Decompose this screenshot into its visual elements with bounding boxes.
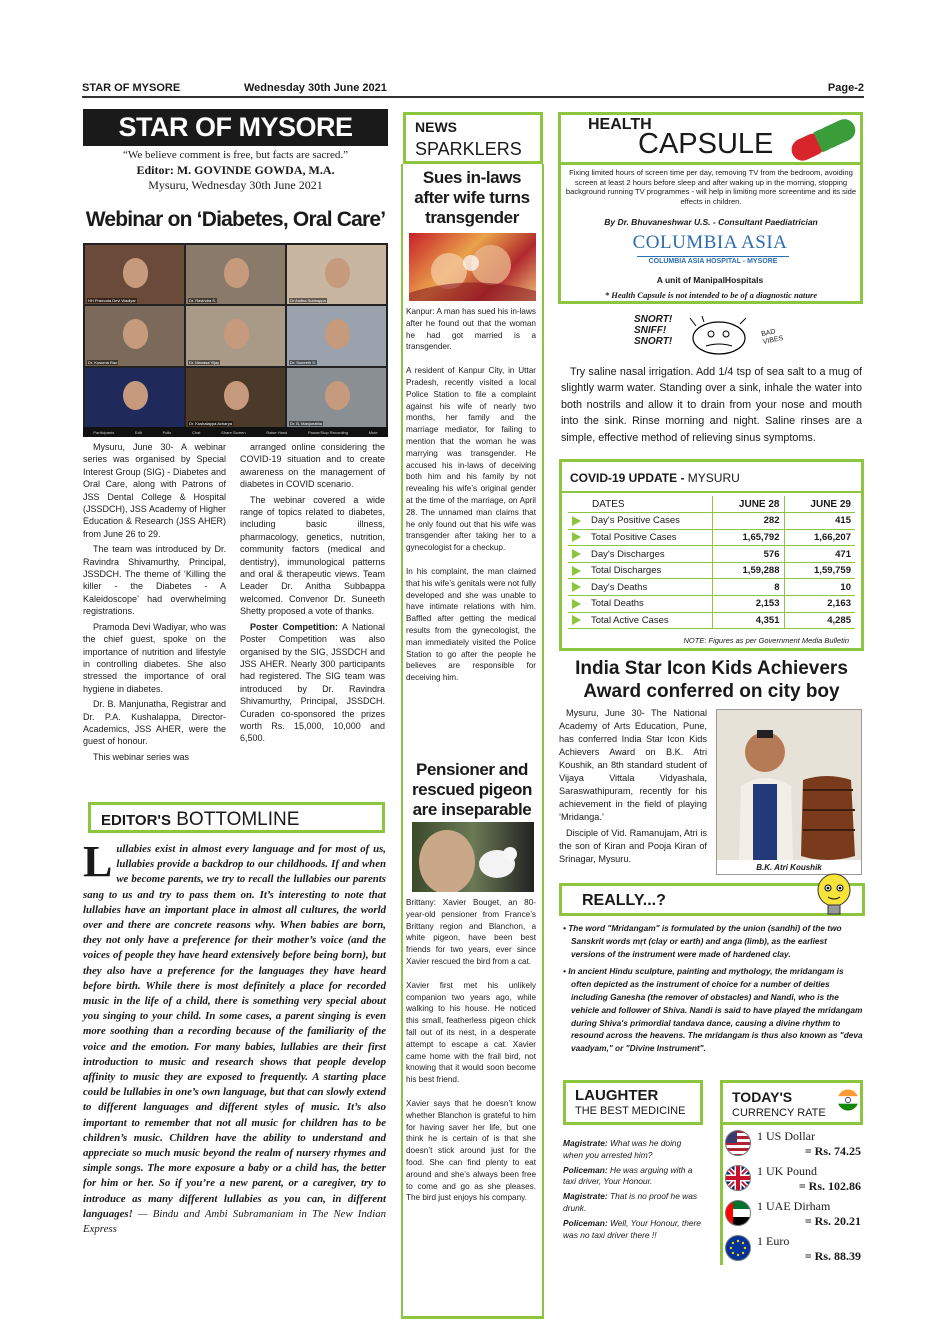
- currency-list: [725, 1128, 865, 1268]
- participant-face: [325, 258, 351, 288]
- covid-row: [568, 546, 855, 563]
- really-label: REALLY...?: [582, 892, 666, 909]
- editorial-body: [83, 837, 386, 1237]
- covid-row: [568, 612, 855, 629]
- really-item-text: In ancient Hindu sculpture, painting and mythology, the mridangam is often depicted as the instrument of choice for a number of deities including Ganesha (the remover of obstacles) and Nandi, who is the vehicle and follower of Shiva. Nandi is said to have played the mridangam during Shiva's primordial tandava dance, causing a divine rhythm to resound across the heavens. The mridangam is thus also known as "deva vaadyam," or "Divine Instrument".: [568, 966, 863, 1054]
- video-tile: [186, 306, 285, 365]
- covid-title-city: MYSURU: [687, 471, 740, 485]
- participant-face: [123, 381, 149, 411]
- covid-value-jun29: 471: [784, 546, 855, 563]
- laughter-line: [563, 1218, 703, 1242]
- triangle-bullet-icon: [572, 549, 581, 559]
- covid-row: [568, 596, 855, 613]
- covid-value-jun29: 10: [784, 579, 855, 596]
- editorial-label: BOTTOMLINE: [170, 809, 300, 830]
- toolbar-button[interactable]: Share Screen: [221, 429, 246, 435]
- masthead-dateline: Mysuru, Wednesday 30th June 2021: [148, 178, 323, 192]
- story1-para: Kanpur: A man has sued his in-laws after he found out that the woman he had got married is a transgender.: [406, 307, 536, 352]
- sparklers-story2-headline: Pensioner and rescued pigeon are inseparable: [411, 760, 533, 819]
- laughter-label-bottom: THE BEST MEDICINE: [575, 1105, 686, 1117]
- sparklers-story1-headline: Sues in-laws after wife turns transgender: [414, 168, 530, 227]
- lightbulb-icon: [808, 868, 860, 918]
- video-tile: [85, 368, 184, 427]
- toolbar-button[interactable]: Polls: [162, 429, 172, 435]
- really-item-text: The word "Mridangam" is formulated by the union (sandhi) of the two Sanskrit words mṛt (clay or earth) and anga (limb), as the earliest versions of the instrument were made of hardened clay.: [568, 923, 842, 959]
- covid-row: [568, 579, 855, 596]
- currency-value: = Rs. 20.21: [804, 1214, 861, 1228]
- covid-value-jun28: 1,65,792: [712, 529, 784, 546]
- poster-head: Poster Competition:: [250, 621, 338, 632]
- participant-name: Dr. Kushalappa Acharya: [189, 420, 232, 426]
- webinar-photo: [83, 243, 388, 437]
- participant-face: [224, 258, 250, 288]
- participant-name: Dr. B. Manjunatha: [290, 420, 323, 426]
- covid-value-jun28: 576: [712, 546, 784, 563]
- currency-unit: 1 US Dollar: [757, 1129, 815, 1143]
- webinar-para: Mysuru, June 30- A webinar series was organised by Special Interest Group (SIG) - Diabetes and Oral Care, along with Patrons of JSS Dental College & Hospital (JSSDCH), JSS Academy of Higher Education & Research (JSS AHER) from June 26 to 29.: [83, 442, 226, 539]
- participant-face: [224, 319, 250, 349]
- participant-name: Dr. Kusuma Rao: [88, 359, 118, 365]
- covid-title: [570, 471, 740, 485]
- header-date: Wednesday 30th June 2021: [244, 82, 387, 94]
- editorial-dropcap: L: [83, 837, 113, 886]
- participant-name: Dr. Suneeth S.: [290, 359, 317, 365]
- wedding-photo-art: [409, 233, 536, 301]
- health-label-top: HEALTH: [588, 116, 652, 133]
- toolbar-button[interactable]: Pause/Stop Recording: [307, 429, 349, 435]
- header-paper-name: STAR OF MYSORE: [82, 82, 181, 94]
- participant-face: [224, 381, 250, 411]
- covid-row-label: Day's Positive Cases: [568, 513, 712, 530]
- speaker: Magistrate:: [563, 1191, 608, 1202]
- currency-value: = Rs. 102.86: [798, 1179, 861, 1193]
- currency-unit: 1 UAE Dirham: [757, 1199, 831, 1213]
- line-text: He was arguing with a taxi driver, Your Honour.: [563, 1164, 693, 1187]
- cartoon-word: SNORT!: [634, 336, 673, 347]
- cartoon-words: [634, 314, 672, 347]
- currency-value: = Rs. 74.25: [804, 1144, 861, 1158]
- columbia-asia-logo: COLUMBIA ASIA: [632, 232, 788, 253]
- triangle-bullet-icon: [572, 532, 581, 542]
- masthead-info: [83, 148, 388, 193]
- covid-value-jun29: 1,66,207: [784, 529, 855, 546]
- toolbar-button[interactable]: Mute: [368, 429, 378, 435]
- covid-row-label: Total Deaths: [568, 596, 712, 613]
- currency-label-bottom: CURRENCY RATE: [732, 1107, 826, 1119]
- video-tile: [186, 245, 285, 304]
- health-unit: A unit of ManipalHospitals: [656, 275, 764, 285]
- webinar-col2: [240, 441, 385, 748]
- poster-text: A National Poster Competition was also organised by the SIG, JSSDCH and JSS AHER. Nearly 300 participants had registered. The SIG team was introduced by Dr. Ravindra Shivamurthy, Principal, JSSDCH. Curaden co-sponsored the prizes worth Rs. 15,000, 10,000 and 6,500.: [240, 621, 385, 744]
- webinar-col1: [83, 441, 226, 766]
- webinar-para: Pramoda Devi Wadiyar, who was the chief guest, spoke on the importance of nutrition and lifestyle in controlling diabetes. She also stressed the importance of oral hygiene in diabetes.: [83, 621, 226, 694]
- cartoon-tag: BAD VIBES: [760, 328, 784, 346]
- masthead-title: STAR OF MYSORE: [83, 109, 388, 146]
- covid-value-jun29: 415: [784, 513, 855, 530]
- sparklers-rule-bottom: [401, 1316, 544, 1319]
- covid-title-rule: [562, 491, 861, 493]
- laughter-label-box: [563, 1080, 703, 1125]
- currency-rate-row: [725, 1128, 865, 1163]
- page-header: [82, 82, 864, 98]
- video-tile: [186, 368, 285, 427]
- health-label-bottom: CAPSULE: [638, 128, 774, 160]
- uk-flag-icon: [725, 1165, 751, 1196]
- covid-note: NOTE: Figures as per Government Media Bulletin: [683, 636, 849, 645]
- health-rule-bottom: [558, 301, 863, 304]
- columbia-asia-sub: COLUMBIA ASIA HOSPITAL - MYSORE: [637, 256, 789, 265]
- toolbar-button[interactable]: Raise Hand: [266, 429, 288, 435]
- video-toolbar: [83, 427, 388, 437]
- covid-row: [568, 529, 855, 546]
- award-para: Mysuru, June 30- The National Academy of Arts Education, Pune, has conferred India Star Icon Kids Achievers Award on B.K. Atri Koushik, an 8th standard student of Vijaya Vittala Vidyashala, Saraswathipuram, recently for his achievement in the field of playing ‘Mridanga.’: [559, 708, 707, 822]
- health-disclaimer: * Health Capsule is not intended to be of a diagnostic nature: [604, 290, 818, 300]
- cartoon-word: SNORT!: [634, 314, 673, 325]
- award-photo: [717, 710, 861, 860]
- participant-name: Dr Anitha Subbappa: [290, 298, 326, 304]
- currency-label-box: [720, 1080, 863, 1125]
- covid-row-label: Total Active Cases: [568, 612, 712, 629]
- really-list: [561, 922, 863, 1055]
- pigeon-photo-art: [412, 822, 534, 892]
- participant-face: [123, 258, 149, 288]
- award-body: [559, 707, 707, 869]
- participant-name: Dr. Manasa Vijay: [189, 359, 220, 365]
- story2-para: Xavier first met his unlikely companion two years ago, while walking to his house. He noticed this small, featherless pigeon chick fall out of its nest, in a desperate attempt to escape a cat. Xavier came home with the frail bird, not knowing that it would soon become his best friend.: [406, 980, 536, 1085]
- sparklers-story1-body: [406, 306, 536, 687]
- eu-flag-icon: [725, 1235, 751, 1266]
- story1-para: A resident of Kanpur City, in Uttar Pradesh, recently visited a local Police Station to file a complaint against his wife of nearly two months, her family and the marriage mediator, for failing to mention that the woman he was marrying was transgender. He accused his in-laws of deceiving both him and his family by not revealing his wife’s original gender at the time of the marriage, on April 28. The unnamed man claims that he only found out that his wife was transgender after taking her to a gynecologist for a checkup.: [406, 366, 536, 553]
- health-rule-right: [860, 165, 863, 304]
- currency-rate-row: [725, 1198, 865, 1233]
- triangle-bullet-icon: [572, 582, 581, 592]
- capsule-pill-icon: [783, 117, 863, 162]
- participant-face: [325, 381, 351, 411]
- laughter-line: [563, 1191, 703, 1215]
- covid-value-jun28: 4,351: [712, 612, 784, 629]
- health-intro: Fixing limited hours of screen time per day, removing TV from the bedroom, avoiding screen at least 2 hours before sleep and after waking up in the morning, stopping background running TV programmes - will help in limiting more screentime and its side effects in children.: [565, 168, 857, 206]
- story1-para: In his complaint, the man claimed that his wife’s genitals were not fully developed and she was unable to have intimate relations with him. Baffled after getting the medical results from the gynecologist, the man immediately visited the Police Station to go after the people he believes are responsible for deceiving him.: [406, 566, 537, 683]
- toolbar-button[interactable]: Edit: [134, 429, 142, 435]
- masthead-motto: “We believe comment is free, but facts are sacred.”: [122, 149, 349, 161]
- health-rule-left: [558, 165, 561, 304]
- participant-name: HH Pramoda Devi Wadiyar: [88, 298, 136, 304]
- webinar-para: This webinar series was: [93, 751, 190, 762]
- currency-unit: 1 UK Pound: [757, 1164, 818, 1178]
- covid-row-label: Day's Discharges: [568, 546, 712, 563]
- webinar-para: Dr. B. Manjunatha, Registrar and Dr. P.A. Kushalappa, Director-Academics, JSS AHER, were the guest of honour.: [83, 699, 226, 747]
- participant-face: [325, 319, 351, 349]
- laughter-line: [563, 1138, 703, 1162]
- cartoon-word: SNIFF!: [634, 325, 667, 336]
- participant-face: [123, 319, 149, 349]
- story2-para: Xavier says that he doesn’t know whether Blanchon is grateful to him for having saver her life, but one think he is certain of is that she doesn’t stick around just for the food. She can find plenty to eat around and she’s always been free to come and go as she pleases. The bird just enjoys his company.: [406, 1098, 536, 1203]
- sparklers-rule-left: [401, 164, 403, 1319]
- video-tile: [85, 306, 184, 365]
- currency-rate-row: [725, 1233, 865, 1268]
- covid-header-jun28: JUNE 28: [712, 496, 784, 513]
- covid-box: [559, 459, 864, 651]
- covid-row-label: Day's Deaths: [568, 579, 712, 596]
- participant-name: Dr. Ravindra S.: [189, 298, 217, 304]
- us-flag-icon: [725, 1130, 751, 1161]
- award-caption: B.K. Atri Koushik: [756, 863, 822, 872]
- covid-header-jun29: JUNE 29: [784, 496, 855, 513]
- webinar-para: The webinar covered a wide range of topics related to diabetes, including basic illness, pharmacology, genetics, nutrition, community factors (medical and dentistry), immunological patterns and oral & therapeutic views. Team Leader Dr. Anitha Subbappa welcomed. Convenor Dr. Suneeth Shetty proposed a vote of thanks.: [240, 494, 385, 617]
- currency-rule-left: [720, 1125, 723, 1265]
- header-page-number: Page-2: [827, 82, 864, 94]
- editorial-byline: — Bindu and Ambi Subramaniam in The New Indian Express: [83, 1207, 386, 1236]
- wedding-hands-photo: [409, 233, 536, 301]
- webinar-para: [240, 621, 385, 745]
- covid-row: [568, 513, 855, 530]
- health-label-box: [558, 112, 863, 165]
- sparklers-story2-body: [406, 897, 536, 1207]
- sparklers-label-box: [403, 112, 543, 164]
- covid-row-label: Total Positive Cases: [568, 529, 712, 546]
- really-item: • In ancient Hindu sculpture, painting and mythology, the mridangam is often depicted as the instrument of choice for a number of deities including Ganesha (the remover of obstacles) and Nandi, who is the vehicle and follower of Shiva. Nandi is said to have played the mridangam during Shiva's primordial tandava dance, causing a divine rhythm to resound across the heavens. The mridangam is thus also known as "deva vaadyam," or "Divine Instrument".: [563, 966, 863, 1054]
- editorial-text: ullabies exist in almost every language and for most of us, lullabies provide a backdrop to our childhoods. If and when we become parents, we try to recall the lullabies our parents sang to us and try to pass them on. It’s interesting to note that lullabies have an important place in almost all cultures, the world over and there are concrete reasons why. When babies are born, they not only have a preference for their mother’s voice (and the voices of people they have heard extensively before being born), but they also have a preference for the languages they have heard before birth. While there is most definitely a place for recorded music in the life of a child, there is something very special about you singing to your child. In some cases, a parent singing is even more soothing than a recording because of the familiarity of the voice and the emotion. For many babies, lullabies are their first introduction to music and research shows that people develop affinity to music they are exposed to frequently. A starting place could be lullabies in one’s own language, but that can slowly extend to different languages and different styles of music. It’s also important to remember that not all music for children has to be children’s music. Children have the ability to understand and appreciate so much music beyond the realm of nursery rhymes and simple songs. The more exposure a baby or a child has, the better for him or her. So if you’re a new parent, or a caregiver, try to introduce as many different lullabies as you can, in different languages!: [83, 843, 386, 1220]
- award-headline: India Star Icon Kids Achievers Award conferred on city boy: [575, 658, 848, 702]
- laughter-joke: [563, 1138, 703, 1244]
- health-tip: Try saline nasal irrigation. Add 1/4 tsp of sea salt to a mug of slightly warm water. Standing over a sink, inhale the water into both nostrils and allow it to drain from your nose and mouth into the sink. Rinse morning and night. Saline rinses are a simple, effective method of relieving sinus symptoms.: [561, 366, 862, 444]
- toolbar-button[interactable]: Chat: [192, 429, 201, 435]
- editorial-label-bold: EDITOR'S: [101, 812, 171, 829]
- triangle-bullet-icon: [572, 615, 581, 625]
- speaker: Magistrate:: [563, 1138, 608, 1148]
- speaker: Policeman:: [563, 1164, 608, 1175]
- covid-value-jun28: 8: [712, 579, 784, 596]
- line-text: What was he doing when you arrested him?: [563, 1138, 682, 1160]
- covid-value-jun29: 2,163: [784, 596, 855, 613]
- snort-cartoon: [634, 314, 794, 360]
- sick-face-icon: [684, 316, 754, 356]
- toolbar-button[interactable]: Participants: [93, 429, 115, 435]
- video-tile: [85, 245, 184, 304]
- video-tile-grid: [85, 245, 386, 427]
- covid-title-bold: COVID-19 UPDATE -: [570, 471, 688, 485]
- covid-value-jun28: 2,153: [712, 596, 784, 613]
- story2-para: Brittany: Xavier Bouget, an 80-year-old pensioner from France’s Brittany region and Blanchon, a white pigeon, have been best friends for two years, ever since Xavier rescued the bird from a cat.: [406, 898, 536, 966]
- award-para: Disciple of Vid. Ramanujam, Atri is the son of Kiran and Pooja Kiran of Srinagar, Mysuru.: [559, 828, 707, 864]
- uae-flag-icon: [725, 1200, 751, 1231]
- triangle-bullet-icon: [572, 599, 581, 609]
- webinar-headline: Webinar on ‘Diabetes, Oral Care’: [85, 208, 386, 231]
- currency-label-top: TODAY'S: [732, 1089, 793, 1105]
- health-byline: By Dr. Bhuvaneshwar U.S. - Consultant Paediatrician: [604, 217, 818, 227]
- sparklers-label-top: NEWS: [415, 119, 457, 135]
- currency-rate-row: [725, 1163, 865, 1198]
- webinar-para: arranged online considering the COVID-19 situation and to create awareness on the management of diabetes in COVID scenario.: [240, 442, 385, 490]
- triangle-bullet-icon: [572, 566, 581, 576]
- covid-header-row: [568, 496, 855, 513]
- line-text: Well, Your Honour, there was no taxi driver there !!: [563, 1217, 701, 1240]
- covid-table: [568, 496, 855, 629]
- laughter-line: [563, 1165, 703, 1189]
- masthead-editor: Editor: M. GOVINDE GOWDA, M.A.: [136, 163, 335, 177]
- speaker: Policeman:: [563, 1217, 608, 1228]
- covid-row-label: Total Discharges: [568, 562, 712, 579]
- covid-value-jun29: 1,59,759: [784, 562, 855, 579]
- laughter-label-top: LAUGHTER: [575, 1087, 659, 1104]
- editorial-label-box: [88, 802, 385, 833]
- currency-value: = Rs. 88.39: [804, 1249, 861, 1263]
- triangle-bullet-icon: [572, 516, 581, 526]
- covid-value-jun28: 282: [712, 513, 784, 530]
- covid-value-jun28: 1,59,288: [712, 562, 784, 579]
- sparklers-rule-right: [542, 164, 544, 1319]
- india-flag-icon: [837, 1089, 859, 1111]
- video-tile: [287, 306, 386, 365]
- line-text: That is no proof he was drunk.: [563, 1191, 698, 1213]
- pigeon-photo: [412, 822, 534, 892]
- sparklers-label-bottom: SPARKLERS: [415, 139, 522, 159]
- currency-unit: 1 Euro: [757, 1234, 790, 1248]
- webinar-para: The team was introduced by Dr. Ravindra Shivamurthy, Principal, JSSDCH. The theme of ‘Killing the killer - the Diabetes - A Kaleidoscope’ had overwhelming registrations.: [83, 544, 226, 617]
- video-tile: [287, 368, 386, 427]
- covid-value-jun29: 4,285: [784, 612, 855, 629]
- covid-row: [568, 562, 855, 579]
- video-tile: [287, 245, 386, 304]
- award-photo-frame: [716, 709, 862, 875]
- really-item: • The word "Mridangam" is formulated by the union (sandhi) of the two Sanskrit words mṛt (clay or earth) and anga (limb), as the earliest versions of the instrument were made of hardened clay.: [563, 923, 842, 959]
- covid-header-dates: DATES: [568, 496, 712, 513]
